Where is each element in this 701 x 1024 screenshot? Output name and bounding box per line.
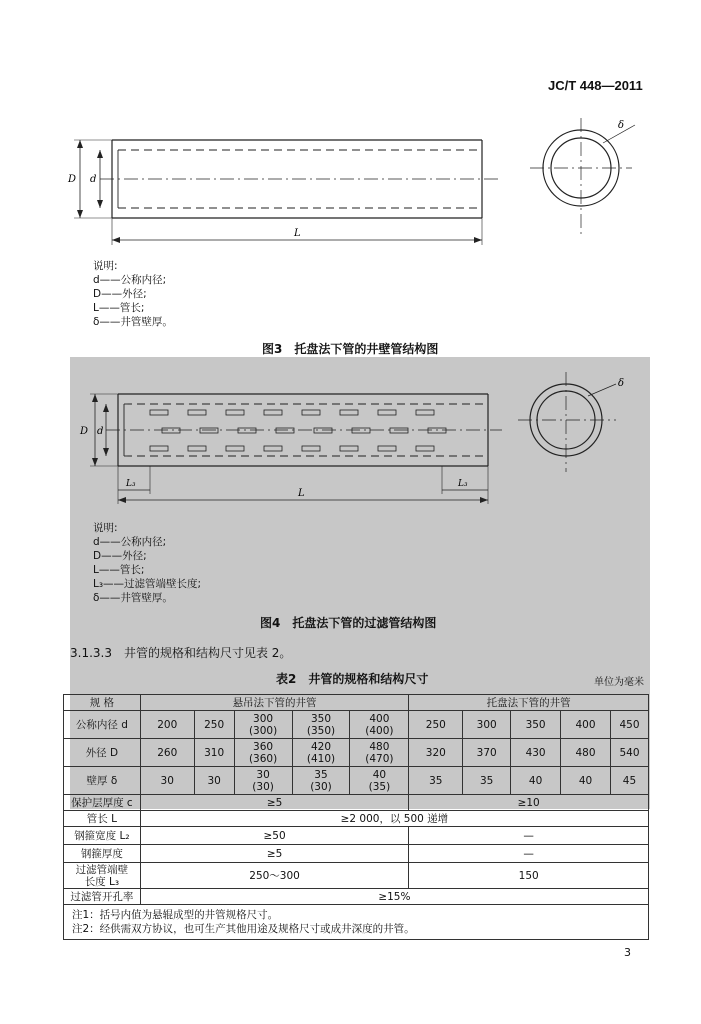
cell: 30 (30)	[234, 767, 292, 795]
cell: ≥2 000，以 500 递增	[140, 811, 648, 827]
table-row	[64, 711, 649, 739]
cell: 30	[194, 767, 234, 795]
standard-code: JC/T 448—2011	[548, 78, 643, 93]
cell: 45	[610, 767, 648, 795]
figure3-legend	[93, 259, 173, 329]
fig3-delta-label: δ	[618, 120, 625, 131]
table-row	[64, 889, 649, 905]
table-row	[64, 845, 649, 863]
note-1: 注1：括号内值为悬辊成型的井管规格尺寸。	[72, 909, 279, 921]
header-group1: 悬吊法下管的井管	[140, 695, 409, 711]
table-row	[64, 795, 649, 811]
cell: 250	[194, 711, 234, 739]
cell: 320	[409, 739, 463, 767]
note-2: 注2：经供需双方协议，也可生产其他用途及规格尺寸或成井深度的井管。	[72, 923, 415, 935]
cell: 400 (400)	[350, 711, 409, 739]
row-label: 过滤管开孔率	[64, 889, 141, 905]
cell: —	[409, 845, 649, 863]
cell: 300	[463, 711, 511, 739]
fig3-d-label: d	[90, 174, 97, 185]
legend-item: L₃——过滤管端壁长度;	[93, 578, 202, 590]
legend-title: 说明:	[93, 260, 118, 272]
cell: 35	[409, 767, 463, 795]
table2	[63, 694, 649, 940]
cell: 420 (410)	[292, 739, 350, 767]
row-label: 壁厚 δ	[64, 767, 141, 795]
header-spec: 规 格	[64, 695, 141, 711]
legend-item: L——管长;	[93, 564, 145, 576]
cell: 40 (35)	[350, 767, 409, 795]
fig4-D-label: D	[80, 426, 89, 437]
cell: 350 (350)	[292, 711, 350, 739]
row-label: 过滤管端壁 长度 L₃	[64, 863, 141, 889]
row-label: 公称内径 d	[64, 711, 141, 739]
header-group2: 托盘法下管的井管	[409, 695, 649, 711]
page-number: 3	[624, 946, 631, 959]
row-label: 保护层厚度 c	[64, 795, 141, 811]
cell: 480 (470)	[350, 739, 409, 767]
cell: 250	[409, 711, 463, 739]
fig4-delta-label: δ	[618, 378, 625, 389]
cell: 480	[561, 739, 611, 767]
row-label: 管长 L	[64, 811, 141, 827]
figure4-drawing	[70, 362, 650, 512]
row-label: 外径 D	[64, 739, 141, 767]
legend-item: d——公称内径;	[93, 536, 167, 548]
cell: 300 (300)	[234, 711, 292, 739]
cell: 540	[610, 739, 648, 767]
legend-item: D——外径;	[93, 550, 147, 562]
cell: 370	[463, 739, 511, 767]
cell: 260	[140, 739, 194, 767]
cell: —	[409, 827, 649, 845]
cell: 400	[561, 711, 611, 739]
section-3-1-3-3: 3.1.3.3 井管的规格和结构尺寸见表 2。	[70, 646, 292, 660]
table2-title: 表2 井管的规格和结构尺寸	[276, 672, 429, 686]
legend-item: D——外径;	[93, 288, 147, 300]
cell: 250～300	[140, 863, 409, 889]
fig4-L3-right-label: L₃	[458, 479, 468, 489]
fig3-D-label: D	[68, 174, 77, 185]
figure4-caption: 图4 托盘法下管的过滤管结构图	[260, 616, 437, 630]
table-row	[64, 739, 649, 767]
cell: ≥15%	[140, 889, 648, 905]
row-label: 钢箍宽度 L₂	[64, 827, 141, 845]
cell: 450	[610, 711, 648, 739]
legend-item: δ——井管壁厚。	[93, 592, 173, 604]
cell: 30	[140, 767, 194, 795]
cell: 40	[511, 767, 561, 795]
table2-unit: 单位为毫米	[594, 677, 644, 688]
legend-title: 说明:	[93, 522, 118, 534]
cell: 40	[561, 767, 611, 795]
cell: ≥10	[409, 795, 649, 811]
cell: ≥5	[140, 845, 409, 863]
table-notes	[64, 905, 649, 940]
cell: 35 (30)	[292, 767, 350, 795]
legend-item: L——管长;	[93, 302, 145, 314]
cell: 150	[409, 863, 649, 889]
table-row	[64, 863, 649, 889]
figure4-legend	[93, 521, 201, 605]
fig4-d-label: d	[97, 426, 104, 437]
table-row	[64, 905, 649, 940]
cell: 200	[140, 711, 194, 739]
figure3-drawing	[60, 100, 660, 260]
cell: ≥5	[140, 795, 409, 811]
table-row	[64, 827, 649, 845]
legend-item: d——公称内径;	[93, 274, 167, 286]
cell: 350	[511, 711, 561, 739]
fig4-L3-left-label: L₃	[126, 479, 136, 489]
fig4-L-label: L	[298, 488, 305, 499]
figure3-caption: 图3 托盘法下管的井壁管结构图	[262, 342, 439, 356]
cell: 360 (360)	[234, 739, 292, 767]
cell: 430	[511, 739, 561, 767]
cell: ≥50	[140, 827, 409, 845]
cell: 35	[463, 767, 511, 795]
table-row	[64, 767, 649, 795]
legend-item: δ——井管壁厚。	[93, 316, 173, 328]
table-row	[64, 811, 649, 827]
row-label: 钢箍厚度	[64, 845, 141, 863]
cell: 310	[194, 739, 234, 767]
table-row	[64, 695, 649, 711]
fig3-L-label: L	[294, 228, 301, 239]
